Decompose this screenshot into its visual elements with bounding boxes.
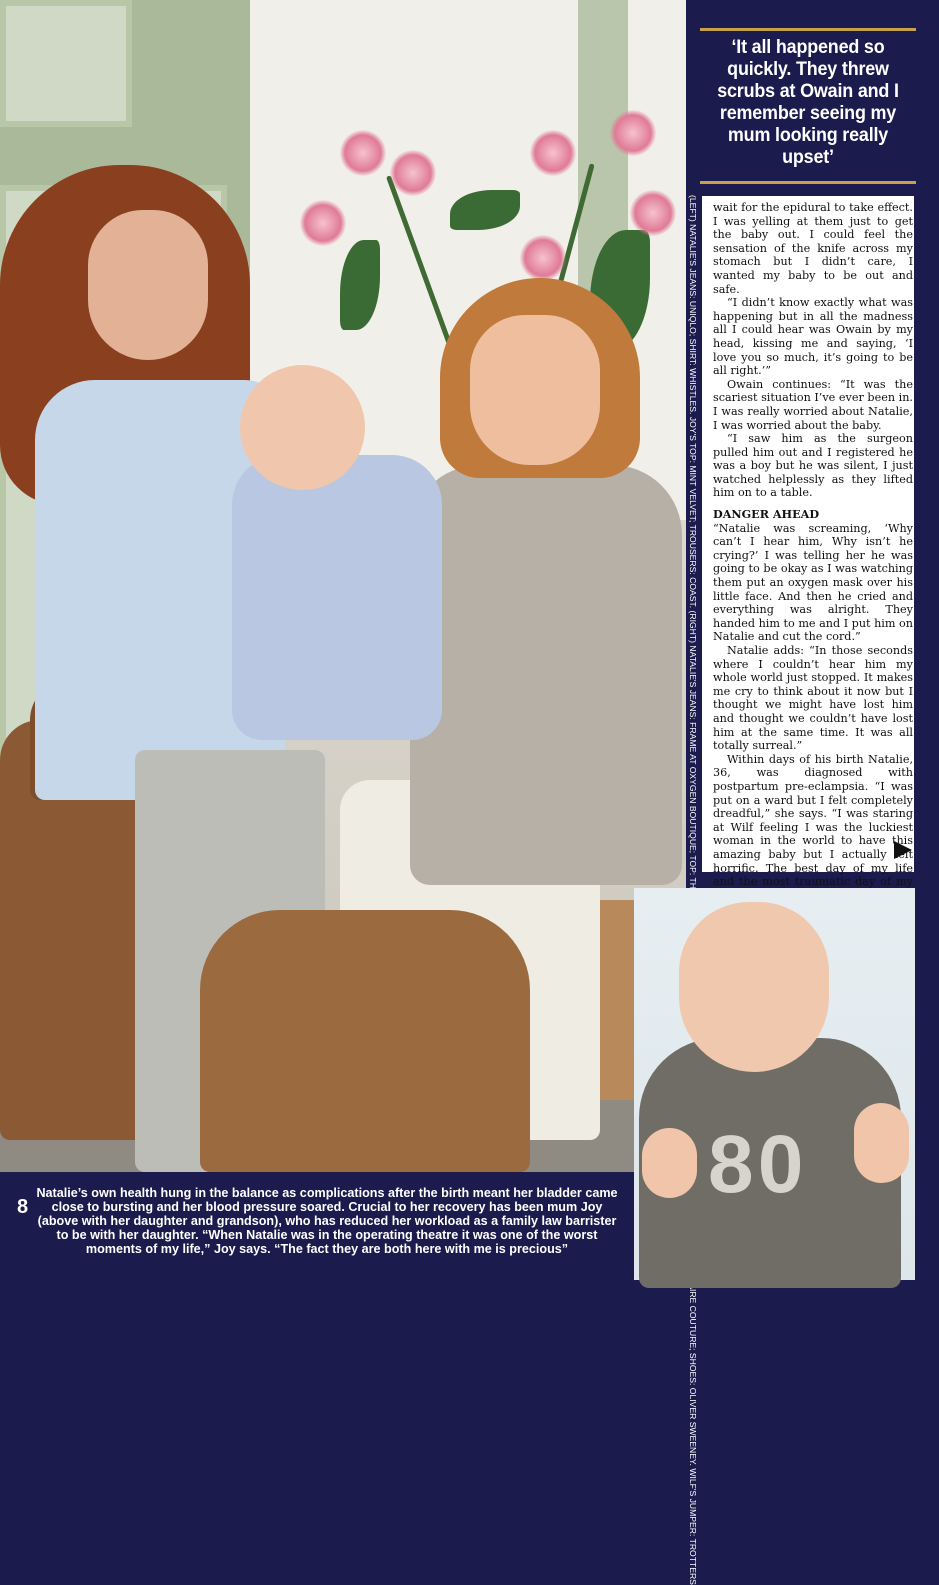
lily-flower <box>630 190 676 236</box>
photo-credits <box>684 195 700 875</box>
lily-flower <box>340 130 386 176</box>
leather-chair-front <box>200 910 530 1172</box>
article-paragraph: Owain continues: “It was the scariest situation I’ve ever been in. I was really worried about Natalie, I was worried about the baby. <box>713 377 913 432</box>
baby-photo <box>634 888 915 1280</box>
quote-rule-top <box>700 28 916 31</box>
article-subhead: DANGER AHEAD <box>713 507 820 522</box>
grandmother-top <box>410 465 682 885</box>
article-paragraph: Natalie adds: “In those seconds where I couldn’t hear him my whole world just stopped. It makes me cry to think about it now but I thought we might have lost him and thought we couldn’t have lost him at the same time. It was all totally surreal.” <box>713 644 913 753</box>
baby-hand <box>642 1128 697 1198</box>
lily-flower <box>300 200 346 246</box>
article-paragraph: “I didn’t know exactly what was happening but in all the madness all I could hear was Owain by my head, kissing me and saying, ‘I love you so much, it’s going to be all right.’” <box>713 296 913 378</box>
lily-flower <box>610 110 656 156</box>
article-paragraph: Within days of his birth Natalie, 36, was diagnosed with postpartum pre-eclampsia. “I was put on a ward but I felt completely dreadful,” she says. “I was staring at Wilf feeling I was the luckiest woman in the world to have this amazing baby but I actually felt horrific. The best day of my life and the most traumatic day of my <box>713 752 913 889</box>
page-number: 8 <box>17 1196 29 1218</box>
lily-flower <box>530 130 576 176</box>
baby-hand <box>854 1103 909 1183</box>
article-paragraph: wait for the epidural to take effect. I was yelling at them just to get the baby out. I could feel the sensation of the knife across my stomach but I didn’t care, I wanted my baby to be out and safe. <box>713 201 913 296</box>
jumper-print: 08 <box>704 1119 804 1210</box>
lily-flower <box>520 235 566 281</box>
lily-flower <box>390 150 436 196</box>
pull-quote-text: ‘It all happened so quickly. They threw scrubs at Owain and I remember seeing my mum looking really upset’ <box>717 36 899 168</box>
article-body <box>713 201 913 902</box>
continue-arrow-icon <box>894 841 912 859</box>
photo-caption: Natalie’s own health hung in the balance as complications after the birth meant her bladder came close to bursting and her blood pressure soared. Crucial to her recovery has been mum Joy (above with her daughter and grandson), who has reduced her workload as a family law barrister to be with her daughter. “When Natalie was in the operating theatre it was one of the worst moments of my life,” Joy says. “The fact they are both here with me is precious” <box>36 1186 618 1256</box>
pull-quote <box>700 28 916 186</box>
woman-face <box>88 210 208 360</box>
grandmother-face <box>470 315 600 465</box>
window-pane <box>0 0 132 127</box>
baby-body <box>232 455 442 740</box>
photo-credits-text <box>688 195 698 875</box>
article-paragraph: “I saw him as the surgeon pulled him out and I registered he was a boy but he was silent, I just watched helplessly as they lifted him on to a table. <box>713 432 913 500</box>
article-column <box>702 196 914 889</box>
quote-rule-bottom <box>700 181 916 184</box>
article-paragraph: “Natalie was screaming, ‘Why can’t I hear him, Why isn’t he crying?’ I was telling her he was going to be okay as I was watching them put an oxygen mask over his little face. And then he cried and everything was alright. They handed him to me and I put him on Natalie and cut the cord.” <box>713 521 913 644</box>
baby-head <box>240 365 365 490</box>
baby-face <box>679 902 829 1072</box>
